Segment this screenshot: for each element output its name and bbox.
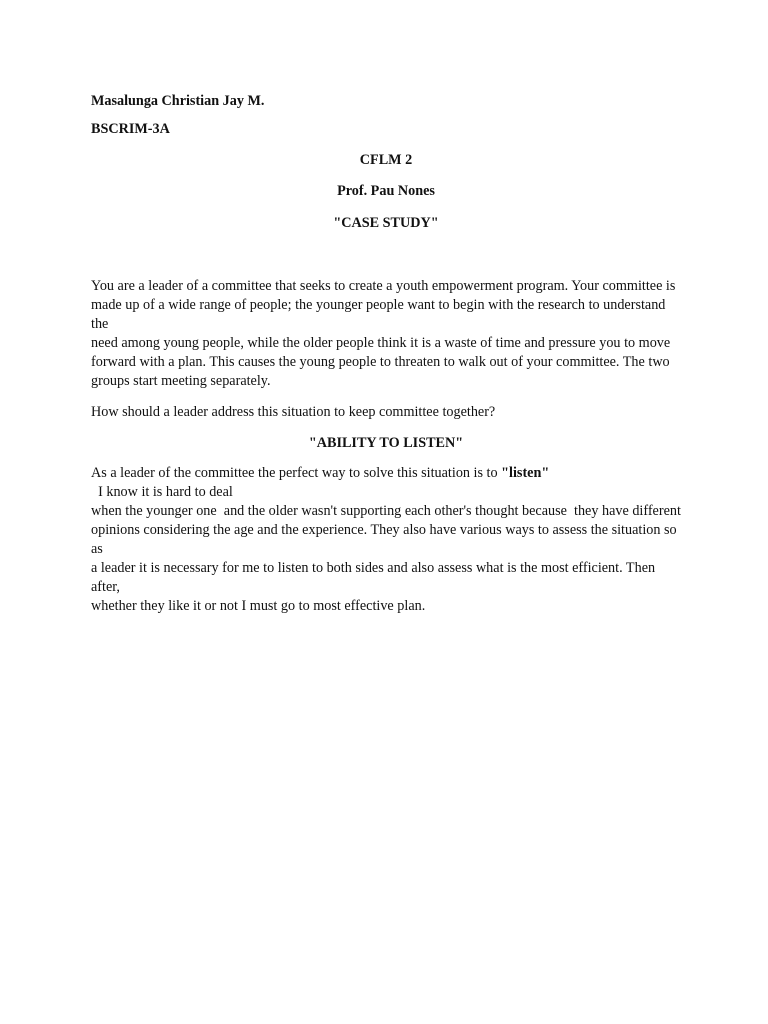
answer-line — [91, 464, 681, 502]
subject-title: CFLM 2 — [359, 152, 413, 168]
document-title: "CASE STUDY" — [333, 215, 439, 231]
case-line: need among young people, while the older people think it is a waste of time and pressure you to move — [91, 335, 671, 351]
answer-line: when the younger one and the older wasn't supporting each other's thought because they have different — [91, 503, 681, 519]
case-line: groups start meeting separately. — [91, 373, 271, 389]
student-name: Masalunga Christian Jay M. — [91, 93, 265, 109]
section-code: BSCRIM-3A — [91, 121, 170, 137]
answer-line: opinions considering the age and the experience. They also have various ways to assess the situation so as — [91, 522, 677, 557]
case-line: You are a leader of a committee that seeks to create a youth empowerment program. Your committee is — [91, 278, 676, 294]
case-line: made up of a wide range of people; the younger people want to begin with the research to understand the — [91, 297, 666, 332]
case-paragraph — [91, 277, 681, 391]
answer-line: whether they like it or not I must go to most effective plan. — [91, 598, 426, 614]
document-page — [91, 92, 681, 616]
case-question: How should a leader address this situation to keep committee together? — [91, 404, 496, 420]
answer-line: a leader it is necessary for me to listen to both sides and also assess what is the most efficient. Then after, — [91, 560, 656, 595]
answer-line-text: I know it is hard to deal — [91, 484, 233, 500]
listen-emphasis: "listen" — [501, 465, 550, 481]
answer-line-text: As a leader of the committee the perfect way to solve this situation is to — [91, 465, 502, 481]
professor-name: Prof. Pau Nones — [337, 183, 435, 199]
answer-heading: "ABILITY TO LISTEN" — [308, 435, 464, 451]
case-line: forward with a plan. This causes the young people to threaten to walk out of your committee. The two — [91, 354, 670, 370]
answer-paragraph — [91, 464, 681, 616]
